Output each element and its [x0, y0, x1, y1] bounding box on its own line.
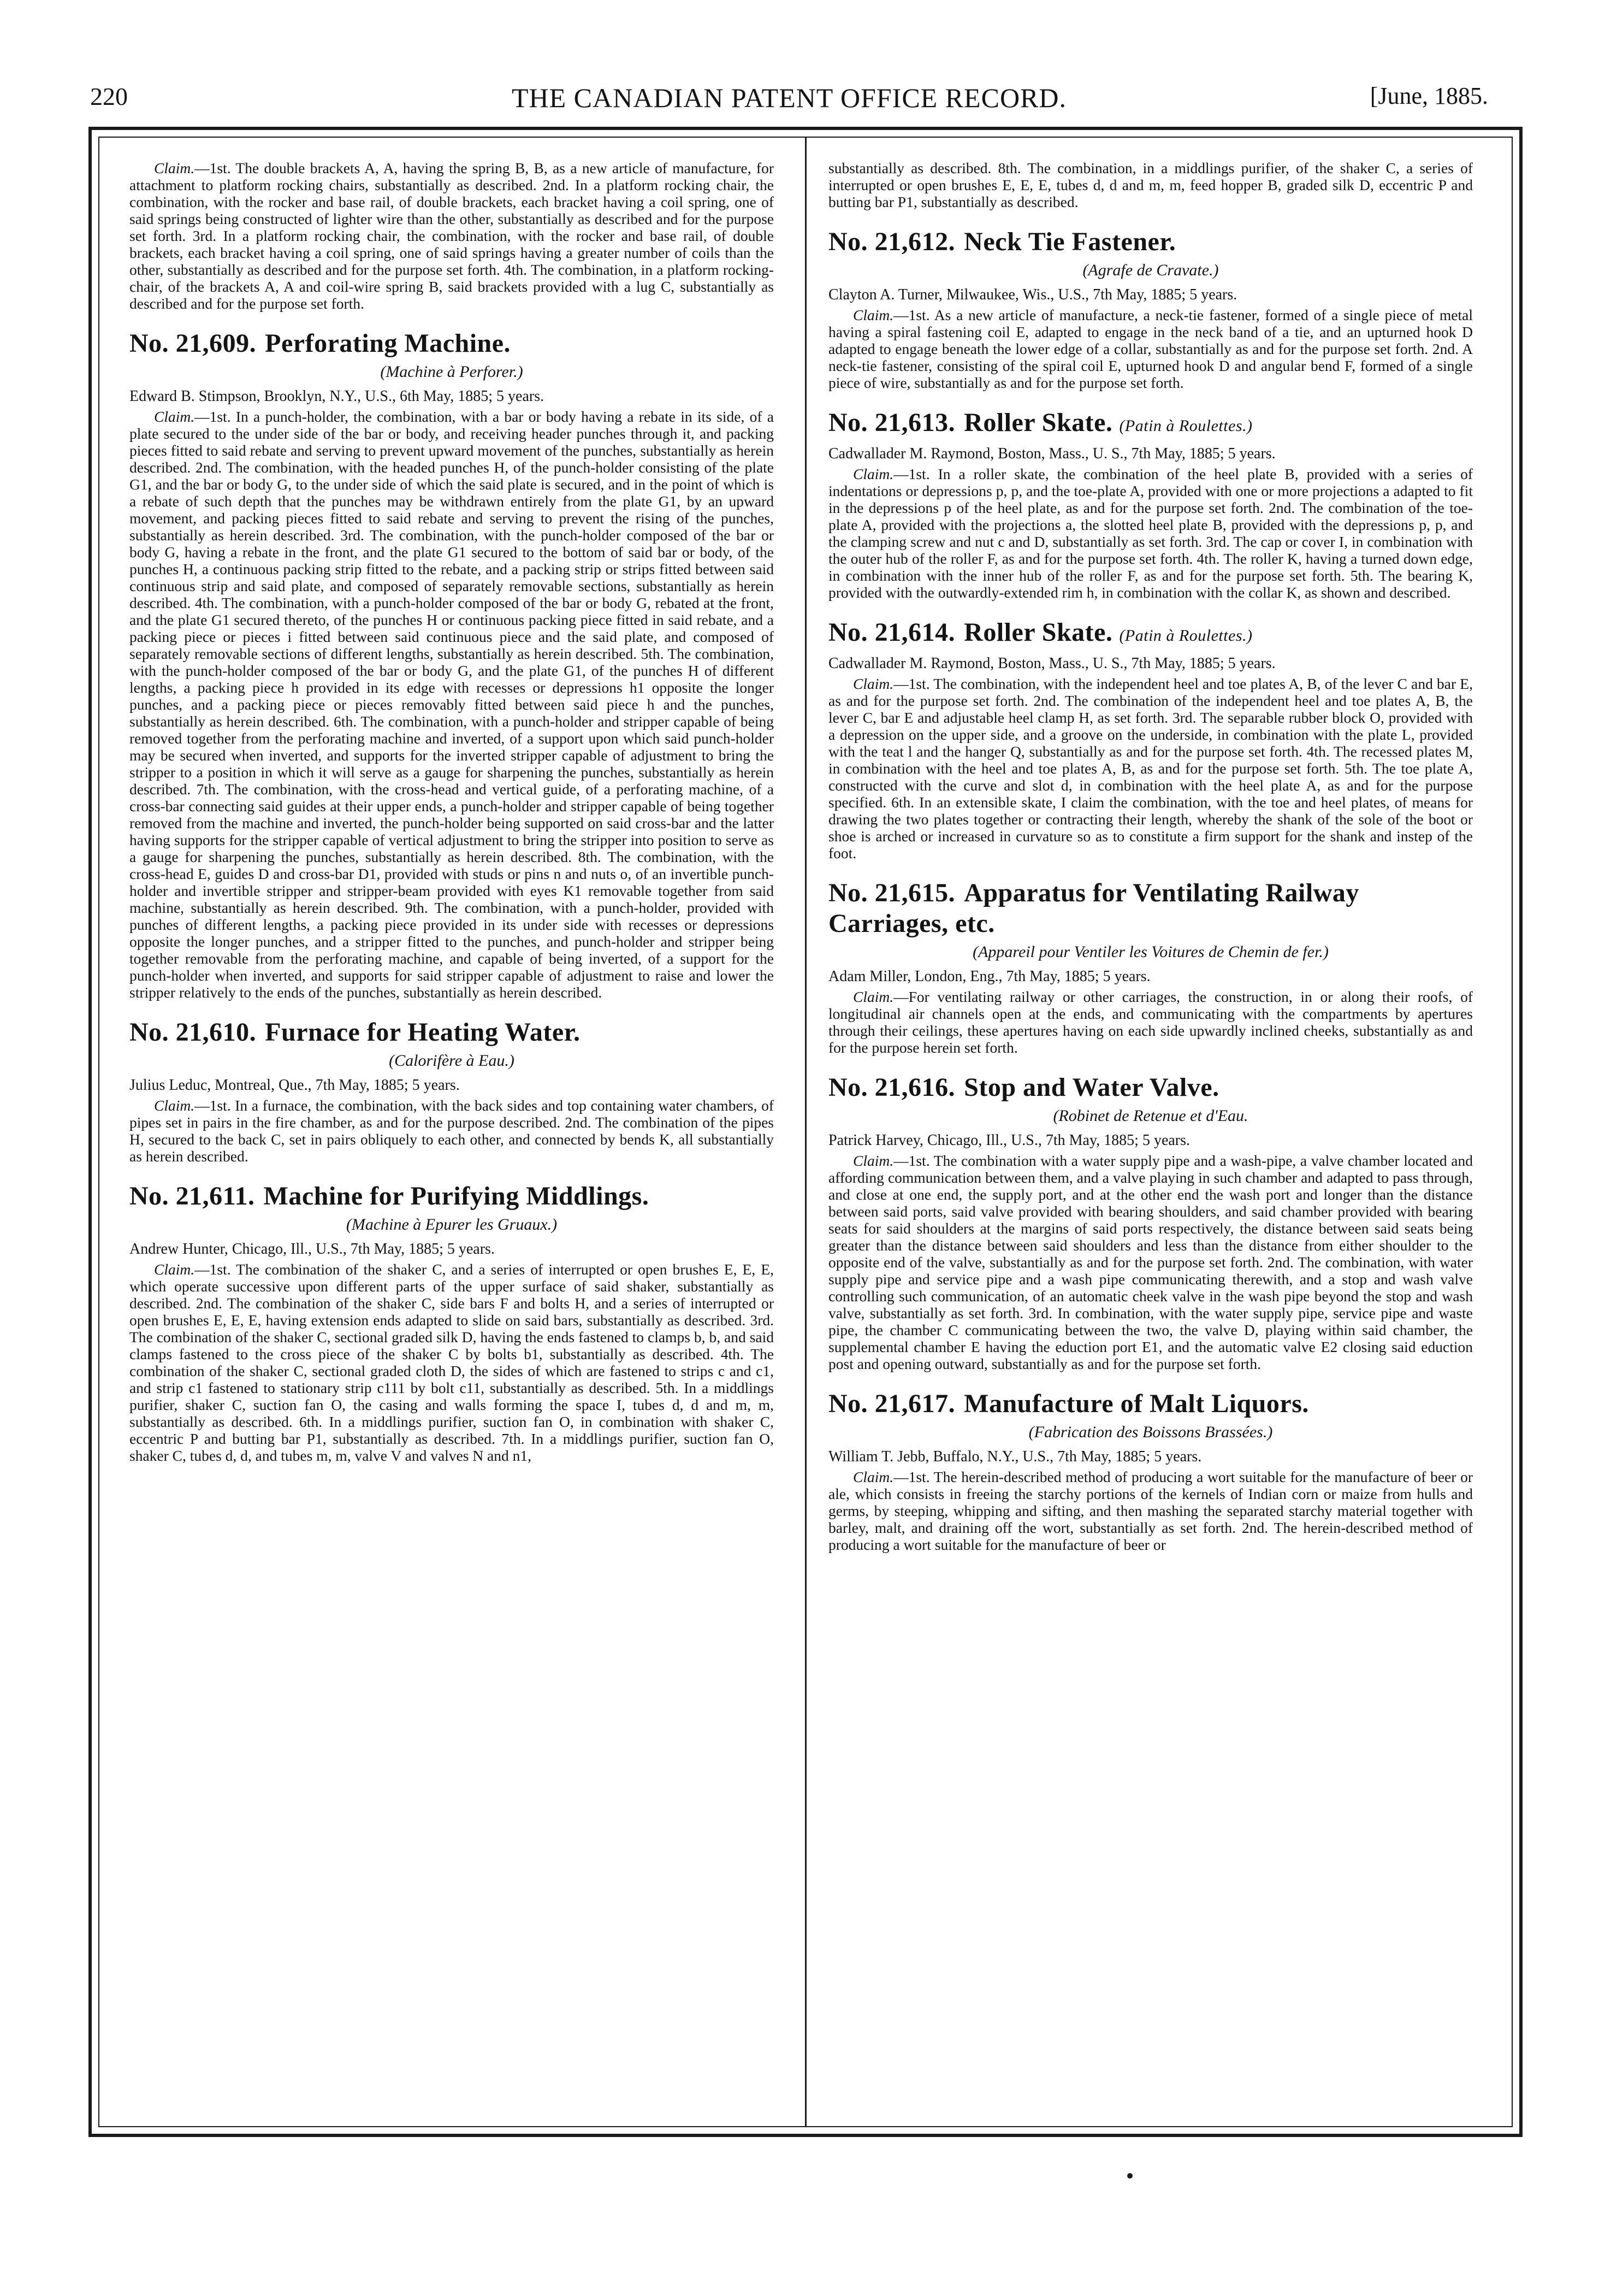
patent-entry	[828, 408, 1473, 601]
claim-text: —1st. As a new article of manufacture, a neck-tie fastener, formed of a single piece of metal having a spiral fastening coil E, adapted to engage in the neck band of a tie, and an upturned hook D adapted to engage beneath the lower edge of a collar, substantially as and for the purpose set forth. 2nd. A neck-tie fastener, consisting of the spiral coil E, upturned hook D and angular bend F, formed of a single piece of wire, substantially as and for the purpose set forth.	[828, 306, 1473, 391]
claim-label: Claim.	[853, 465, 894, 482]
french-title: (Patin à Roulettes.)	[1119, 627, 1253, 645]
claim-label: Claim.	[853, 306, 894, 323]
inventor-line: William T. Jebb, Buffalo, N.Y., U.S., 7th May, 1885; 5 years.	[828, 1448, 1202, 1465]
inventor-line: Patrick Harvey, Chicago, Ill., U.S., 7th May, 1885; 5 years.	[828, 1132, 1191, 1149]
claim-paragraph	[828, 675, 1473, 861]
claim-paragraph	[129, 1261, 774, 1464]
right-column	[828, 160, 1473, 1553]
patent-number: No. 21,610.	[129, 1018, 257, 1047]
claim-text: —1st. In a furnace, the combination, with the back sides and top containing water chambers, of pipes set in pairs in the fire chamber, as and for the purpose described. 2nd. The combination of the pipes H, secured to the back C, set in pairs obliquely to each other, and connected by bends K, all substantially as herein described.	[129, 1097, 774, 1165]
claim-label: Claim.	[154, 1261, 195, 1278]
page-header	[90, 82, 1488, 120]
claim-label: Claim.	[853, 988, 894, 1005]
continuation-paragraph: substantially as described. 8th. The combination, in a middlings purifier, of the shaker C, a series of interrupted or open brushes E, E, E, tubes d, d and m, m, feed hopper B, graded silk D, eccentric P and butting bar P1, substantially as described.	[828, 160, 1473, 210]
patent-number: No. 21,614.	[828, 618, 956, 647]
claim-label: Claim.	[154, 160, 195, 176]
inventor-line: Adam Miller, London, Eng., 7th May, 1885; 5 years.	[828, 968, 1151, 985]
patent-number: No. 21,616.	[828, 1073, 956, 1102]
inventor-line: Julius Leduc, Montreal, Que., 7th May, 1885; 5 years.	[129, 1077, 460, 1094]
inventor-line: Cadwallader M. Raymond, Boston, Mass., U. S., 7th May, 1885; 5 years.	[828, 655, 1276, 672]
page-number: 220	[90, 82, 128, 110]
patent-title: Neck Tie Fastener.	[964, 227, 1176, 256]
french-title: (Machine à Epurer les Gruaux.)	[346, 1215, 558, 1233]
patent-title: Stop and Water Valve.	[964, 1073, 1219, 1102]
claim-label: Claim.	[853, 1152, 894, 1169]
page-frame	[88, 127, 1523, 2137]
patent-entry	[828, 227, 1473, 391]
patent-number: No. 21,612.	[828, 227, 956, 256]
patent-number: No. 21,615.	[828, 878, 956, 907]
claim-paragraph	[828, 988, 1473, 1056]
claim-text: —1st. In a roller skate, the combination of the heel plate B, provided with a series of indentations or depressions p, p, and the toe-plate A, provided with one or more projections a adapted to fit in the depressions p of the heel plate, as and for the purpose set forth. 2nd. The combination of the toe-plate A, provided with the projections a, the slotted heel plate B, provided with the depressions p, p, and the clamping screw and nut c and D, substantially as set forth. 3rd. The cap or cover I, in combination with the outer hub of the roller F, as and for the purpose set forth. 4th. The roller K, having a turned down edge, in combination with the inner hub of the roller F, as and for the purpose set forth. 5th. The bearing K, provided with the outwardly-extended rim h, in combination with the collar K, as shown and described.	[828, 465, 1473, 601]
patent-entry	[129, 1181, 774, 1464]
claim-text: —1st. The herein-described method of producing a wort suitable for the manufacture of beer or ale, which consists in freeing the starchy portions of the kernels of Indian corn or maize from hulls and germs, by steeping, whipping and sifting, and then mashing the separated starchy material together with barley, malt, and draining off the wort, substantially as set forth. 2nd. The herein-described method of producing a wort suitable for the manufacture of beer or	[828, 1468, 1473, 1553]
claim-text: —1st. The combination, with the independent heel and toe plates A, B, of the lever C and bar E, as and for the purpose set forth. 2nd. The combination of the independent heel and toe plates A, B, the lever C, bar E and adjustable heel clamp H, as set forth. 3rd. The separable rubber block O, provided with a depression on the upper side, and a groove on the underside, in combination with the plate L, provided with the teat l and the hanger Q, substantially as and for the purpose set forth. 4th. The recessed plates M, in combination with the heel and toe plates A, B, as and for the purpose set forth. 5th. The toe plate A, constructed with the curve and slot d, in combination with the heel plate A, as and for the purpose specified. 6th. In an extensible skate, I claim the combination, with the toe and heel plates, of means for drawing the two plates together or contracting their length, whereby the shank of the sole of the boot or shoe is arched or increased in curvature so as to constitute a firm support for the shank and instep of the foot.	[828, 675, 1473, 861]
column-divider	[805, 138, 807, 2126]
patent-number: No. 21,617.	[828, 1389, 956, 1418]
french-title: (Appareil pour Ventiler les Voitures de Chemin de fer.)	[973, 943, 1329, 961]
patent-heading	[129, 328, 774, 359]
patent-heading	[828, 878, 1473, 939]
french-title: (Machine à Perforer.)	[380, 363, 523, 381]
inventor-line: Clayton A. Turner, Milwaukee, Wis., U.S., 7th May, 1885; 5 years.	[828, 286, 1237, 303]
inventor-line: Edward B. Stimpson, Brooklyn, N.Y., U.S., 6th May, 1885; 5 years.	[129, 388, 544, 405]
footer-dot	[1127, 2173, 1133, 2179]
claim-paragraph	[828, 306, 1473, 391]
patent-entry	[129, 328, 774, 1001]
claim-label: Claim.	[853, 1468, 894, 1485]
claim-text: —For ventilating railway or other carriages, the construction, in or along their roofs, of longitudinal air channels open at the ends, and communicating with the compartments by apertures through their ceilings, these apertures having on each side upwardly inclined cheeks, substantially as and for the purpose herein set forth.	[828, 988, 1473, 1056]
patent-heading	[828, 1389, 1473, 1419]
patent-entry	[828, 878, 1473, 1056]
patent-heading	[828, 617, 1473, 651]
patent-title: Roller Skate.	[964, 408, 1113, 437]
claim-label: Claim.	[154, 408, 195, 425]
claim-paragraph	[129, 1097, 774, 1165]
patent-number: No. 21,611.	[129, 1182, 255, 1211]
patent-title: Machine for Purifying Middlings.	[263, 1182, 649, 1211]
patent-number: No. 21,609.	[129, 329, 257, 358]
claim-text: —1st. The double brackets A, A, having the spring B, B, as a new article of manufacture, for attachment to platform rocking chairs, substantially as described. 2nd. In a platform rocking chair, the combination, with the rocker and base rail, of double brackets, each bracket having a coil spring, one of said springs being constructed of lighter wire than the other, substantially as described and for the purpose set forth. 3rd. In a platform rocking chair, the combination, with the rocker and base rail, of double brackets, each bracket having a coil spring, one of said springs having a greater number of coils than the other, substantially as described and for the purpose set forth. 4th. The combination, in a platform rocking-chair, of the brackets A, A and coil-wire spring B, said brackets provided with a lug C, substantially as described and for the purpose set forth.	[129, 160, 774, 312]
patent-title: Perforating Machine.	[265, 329, 511, 358]
patent-title: Manufacture of Malt Liquors.	[964, 1389, 1309, 1418]
patent-entry	[828, 1389, 1473, 1553]
french-title: (Fabrication des Boissons Brassées.)	[1028, 1423, 1273, 1441]
patent-entry	[129, 1017, 774, 1165]
french-title: (Calorifère à Eau.)	[389, 1052, 514, 1070]
claim-paragraph	[129, 160, 774, 312]
claim-text: —1st. The combination with a water supply pipe and a wash-pipe, a valve chamber located and affording communication between them, and a valve playing in such chamber and adapted to pass through, and close at one end, the supply port, and at the other end the wash port and longer than the distance between said ports, said valve provided with bearing shoulders, and said chamber provided with bearing seats for said shoulders at the margins of said ports respectively, the distance between said seats being greater than the distance between said shoulders and less than the distance from either shoulder to the opposite end of the valve, substantially as and for the purpose set forth. 2nd. The combination, with water supply pipe and service pipe and a wash pipe communicating therewith, and a stop and wash valve controlling such communication, of an automatic cheek valve in the wash pipe beyond the stop and wash valve, substantially as set forth. 3rd. In combination, with the water supply pipe, service pipe and waste pipe, the chamber C communicating between the two, the valve D, playing within said chamber, the supplemental chamber E having the eduction port E1, and the automatic valve E2 closing said eduction post and opening outward, substantially as and for the purpose set forth.	[828, 1152, 1473, 1372]
patent-title: Roller Skate.	[964, 618, 1113, 647]
french-title: (Agrafe de Cravate.)	[1082, 261, 1219, 279]
french-title: (Patin à Roulettes.)	[1119, 417, 1253, 435]
claim-paragraph	[129, 408, 774, 1001]
patent-heading	[828, 408, 1473, 441]
patent-entry	[828, 617, 1473, 861]
left-column	[129, 160, 774, 1464]
patent-heading	[828, 227, 1473, 257]
claim-text: —1st. In a punch-holder, the combination, with a bar or body having a rebate in its side, of a plate secured to the under side of the bar or body, and receiving header punches through it, and packing pieces fitted to said rebate and serving to prevent upward movement of the punches, substantially as herein described. 2nd. The combination, with the headed punches H, of the punch-holder consisting of the plate G1, and the bar or body G, to the under side of which the said plate is secured, and in the point of which is a rebate of such depth that the punches may be withdrawn entirely from the plate G1, by an upward movement, and packing pieces fitted to said rebate and serving to prevent the rising of the punches, substantially as herein described. 3rd. The combination, with the punch-holder composed of the bar or body G, having a rebate in the front, and the plate G1 secured to the bottom of said bar or body, of the punches H, a continuous packing strip fitted to the rebate, and a packing strip or strips fitted between said continuous strip and said plate, and composed of separately removable sections, substantially as herein described. 4th. The combination, with a punch-holder composed of the bar or body G, rebated at the front, and the plate G1 secured thereto, of the punches H or continuous packing piece fitted in said rebate, and a packing piece or pieces i fitted between said continuous piece and the said plate, and composed of separately removable sections of different lengths, substantially as herein described. 5th. The combination, with the punch-holder composed of the bar or body G, and the plate G1, of the punches H of different lengths, a packing piece h provided in its edge with recesses or depressions h1 opposite the longer punches, and a packing piece or pieces removably fitted between said piece h and the punches, substantially as herein described. 6th. The combination, with a punch-holder and stripper capable of being removed together from the perforating machine and inverted, of a support upon which said punch-holder may be secured when inverted, and supports for the inverted stripper capable of adjustment to bring the stripper to a position in which it will serve as a gauge for sharpening the punches, substantially as herein described. 7th. The combination, with the cross-head and vertical guide, of a perforating machine, of a cross-bar connecting said guides at their upper ends, a punch-holder and stripper capable of being together removed from the machine and inverted, the punch-holder being supported on said cross-bar and the latter having supports for the stripper capable of vertical adjustment to bring the stripper into position to serve as a gauge for sharpening the punches, substantially as herein described. 8th. The combination, with the cross-head E, guides D and cross-bar D1, provided with studs or pins n and nuts o, of an invertible punch-holder and invertible stripper and stripper-beam provided with eyes K1 removable together from said machine, substantially as herein described. 9th. The combination, with a punch-holder, provided with punches of different lengths, a packing piece provided in its under side with recesses or depressions opposite the longer punches, and a stripper fitted to the punches, and punch-holder and stripper being together removable from the perforating machine, and capable of being inverted, of a support for the punch-holder when inverted, and supports for said stripper capable of adjustment to raise and lower the stripper relatively to the ends of the punches, substantially as herein described.	[129, 408, 774, 1001]
patent-heading	[129, 1017, 774, 1048]
claim-label: Claim.	[154, 1097, 195, 1114]
patent-title: Furnace for Heating Water.	[265, 1018, 581, 1047]
claim-text: —1st. The combination of the shaker C, and a series of interrupted or open brushes E, E, E, which operate successive upon different parts of the upper surface of said shaker, substantially as described. 2nd. The combination of the shaker C, side bars F and bolts H, and a series of interrupted or open brushes E, E, E, having extension ends adapted to slide on said bars, substantially as described. 3rd. The combination of the shaker C, sectional graded silk D, having the ends fastened to clamps b, b, and said clamps fastened to the cross piece of the shaker C by bolts b1, substantially as described. 4th. The combination of the shaker C, sectional graded cloth D, the sides of which are fastened to strips c and c1, and strip c1 fastened to stationary strip c111 by bolt c11, substantially as described. 5th. In a middlings purifier, shaker C, suction fan O, the casing and walls forming the space I, tubes d, d and m, m, substantially as described. 6th. In a middlings purifier, suction fan O, in combination with shaker C, eccentric P and butting bar P1, substantially as described. 7th. In a middlings purifier, suction fan O, shaker C, tubes d, d, and tubes m, m, valve V and valves N and n1,	[129, 1261, 774, 1464]
claim-paragraph	[828, 1152, 1473, 1372]
journal-title: THE CANADIAN PATENT OFFICE RECORD.	[511, 82, 1067, 113]
french-title: (Robinet de Retenue et d'Eau.	[1053, 1107, 1248, 1125]
claim-paragraph	[828, 465, 1473, 601]
inventor-line: Cadwallader M. Raymond, Boston, Mass., U. S., 7th May, 1885; 5 years.	[828, 445, 1276, 462]
patent-title: Apparatus for Ventilating Railway Carriages, etc.	[828, 878, 1359, 938]
issue-date: [June, 1885.	[1370, 82, 1488, 109]
patent-heading	[828, 1072, 1473, 1103]
inventor-line: Andrew Hunter, Chicago, Ill., U.S., 7th May, 1885; 5 years.	[129, 1241, 495, 1258]
inner-border	[98, 137, 1513, 2127]
claim-paragraph	[828, 1468, 1473, 1553]
patent-heading	[129, 1181, 774, 1212]
patent-entry	[828, 1072, 1473, 1372]
claim-label: Claim.	[853, 675, 894, 692]
patent-number: No. 21,613.	[828, 408, 956, 437]
